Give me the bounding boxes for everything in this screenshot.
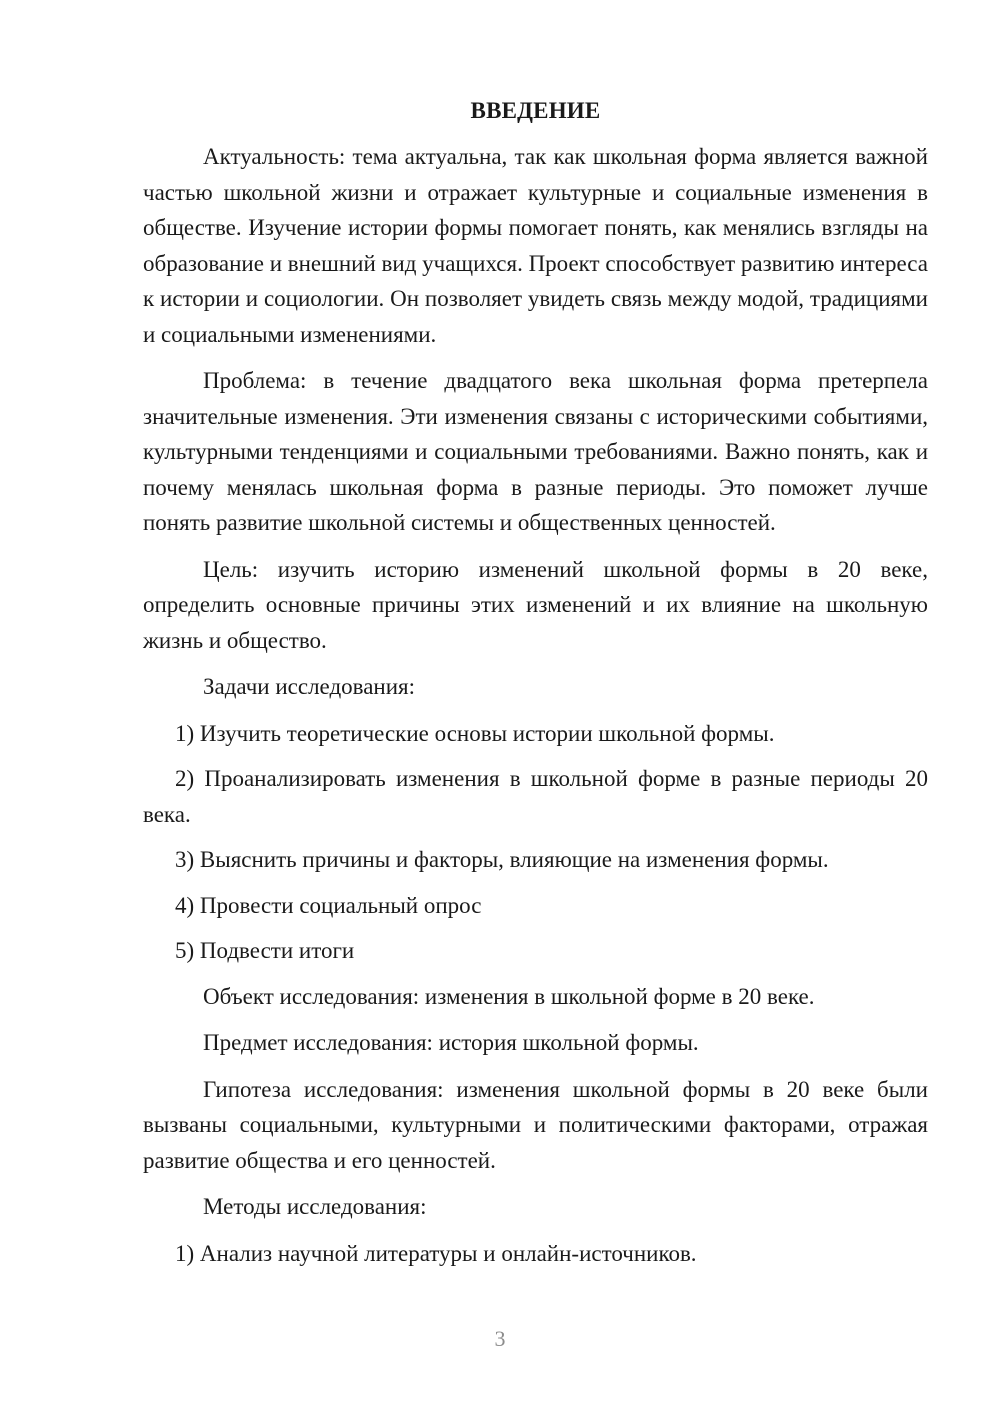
task-item: 3) Выяснить причины и факторы, влияющие на изменения формы. [175, 847, 829, 872]
tasks-heading: Задачи исследования: [203, 674, 416, 699]
task-item: 5) Подвести итоги [175, 938, 355, 963]
page-content [143, 93, 928, 1281]
subject-paragraph: Предмет исследования: история школьной формы. [203, 1030, 699, 1055]
relevance-paragraph: Актуальность: тема актуальна, так как школьная форма является важной частью школьной жизни и отражает культурные и социальные изменения в обществе. Изучение истории формы помогает понять, как менялись взгляды на образование и внешний вид учащихся. Проект способствует развитию интереса к истории и социологии. Он позволяет увидеть связь между модой, традициями и социальными изменениями. [143, 144, 928, 347]
goal-paragraph: Цель: изучить историю изменений школьной формы в 20 веке, определить основные причины этих изменений и их влияние на школьную жизнь и общество. [143, 556, 928, 653]
hypothesis-paragraph: Гипотеза исследования: изменения школьной формы в 20 веке были вызваны социальными, культурными и политическими факторами, отражая развитие общества и его ценностей. [143, 1076, 928, 1173]
task-item: 1) Изучить теоретические основы истории школьной формы. [175, 720, 775, 746]
task-item: 2) Проанализировать изменения в школьной форме в разные периоды 20 века. [143, 766, 928, 827]
problem-paragraph: Проблема: в течение двадцатого века школьная форма претерпела значительные изменения. Эти изменения связаны с историческими событиями, культурными тенденциями и социальными требованиями. Важно понять, как и почему менялась школьная форма в разные периоды. Это поможет лучше понять развитие школьной системы и общественных ценностей. [143, 368, 928, 535]
object-paragraph: Объект исследования: изменения в школьной форме в 20 веке. [203, 983, 815, 1009]
method-item: 1) Анализ научной литературы и онлайн-источников. [175, 1240, 697, 1266]
page-number: 3 [494, 1326, 506, 1351]
section-title: ВВЕДЕНИЕ [470, 98, 601, 123]
methods-heading: Методы исследования: [203, 1194, 427, 1219]
task-item: 4) Провести социальный опрос [175, 892, 482, 918]
